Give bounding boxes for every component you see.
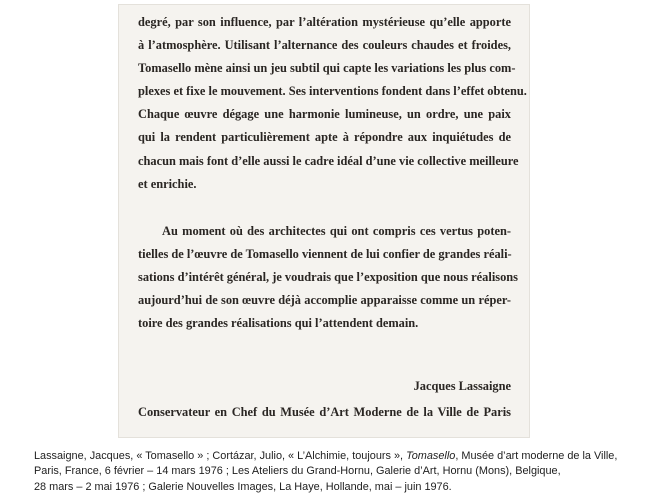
signature-title: Conservateur en Chef du Musée d’Art Moderne de la Ville de Paris: [138, 405, 511, 419]
caption-line-1: [34, 449, 634, 464]
text-line: chacun mais font d’elle aussi le cadre idéal d’une vie collective meilleure: [138, 153, 519, 168]
caption-italic-title: Tomasello: [406, 450, 456, 462]
text-line: et enrichie.: [138, 176, 197, 191]
caption-line-3: 28 mars – 2 mai 1976 ; Galerie Nouvelles Images, La Haye, Hollande, mai – juin 1976.: [34, 480, 452, 493]
text-line: qui la rendent particulièrement apte à répondre aux inquiétudes de: [138, 130, 511, 145]
paragraph-1: [138, 11, 527, 196]
text-line: aujourd’hui de son œuvre déjà accomplie apparaisse comme un réper-: [138, 293, 511, 308]
text-line: tielles de l’œuvre de Tomasello viennent de lui confier de grandes réali-: [138, 247, 512, 262]
scanned-page: [118, 4, 530, 438]
paragraph-2: [138, 220, 518, 335]
text-line: plexes et fixe le mouvement. Ses interventions fondent dans l’effet obtenu.: [138, 84, 527, 99]
text-line: à l’atmosphère. Utilisant l’alternance des couleurs chaudes et froides,: [138, 38, 511, 53]
image-caption: [34, 449, 634, 495]
text-line: Tomasello mène ainsi un jeu subtil qui capte les variations les plus com-: [138, 61, 516, 76]
text-line: degré, par son influence, par l’altération mystérieuse qu’elle apporte: [138, 15, 511, 29]
text-line: Chaque œuvre dégage une harmonie lumineuse, un ordre, une paix: [138, 107, 511, 122]
text-line: toire des grandes réalisations qui l’attendent demain.: [138, 316, 419, 331]
signature-name: Jacques Lassaigne: [413, 379, 511, 393]
caption-text: , Musée d’art moderne de la Ville,: [455, 450, 618, 462]
text-line: Au moment où des architectes qui ont compris ces vertus poten-: [162, 224, 511, 238]
caption-text: Lassaigne, Jacques, « Tomasello » ; Cortázar, Julio, « L’Alchimie, toujours »,: [34, 450, 407, 462]
text-line: sations d’intérêt général, je voudrais que l’exposition que nous réalisons: [138, 270, 518, 285]
caption-line-2: Paris, France, 6 février – 14 mars 1976 ; Les Ateliers du Grand-Hornu, Galerie d’Art, Hornu (Mons), Belgique,: [34, 465, 561, 478]
